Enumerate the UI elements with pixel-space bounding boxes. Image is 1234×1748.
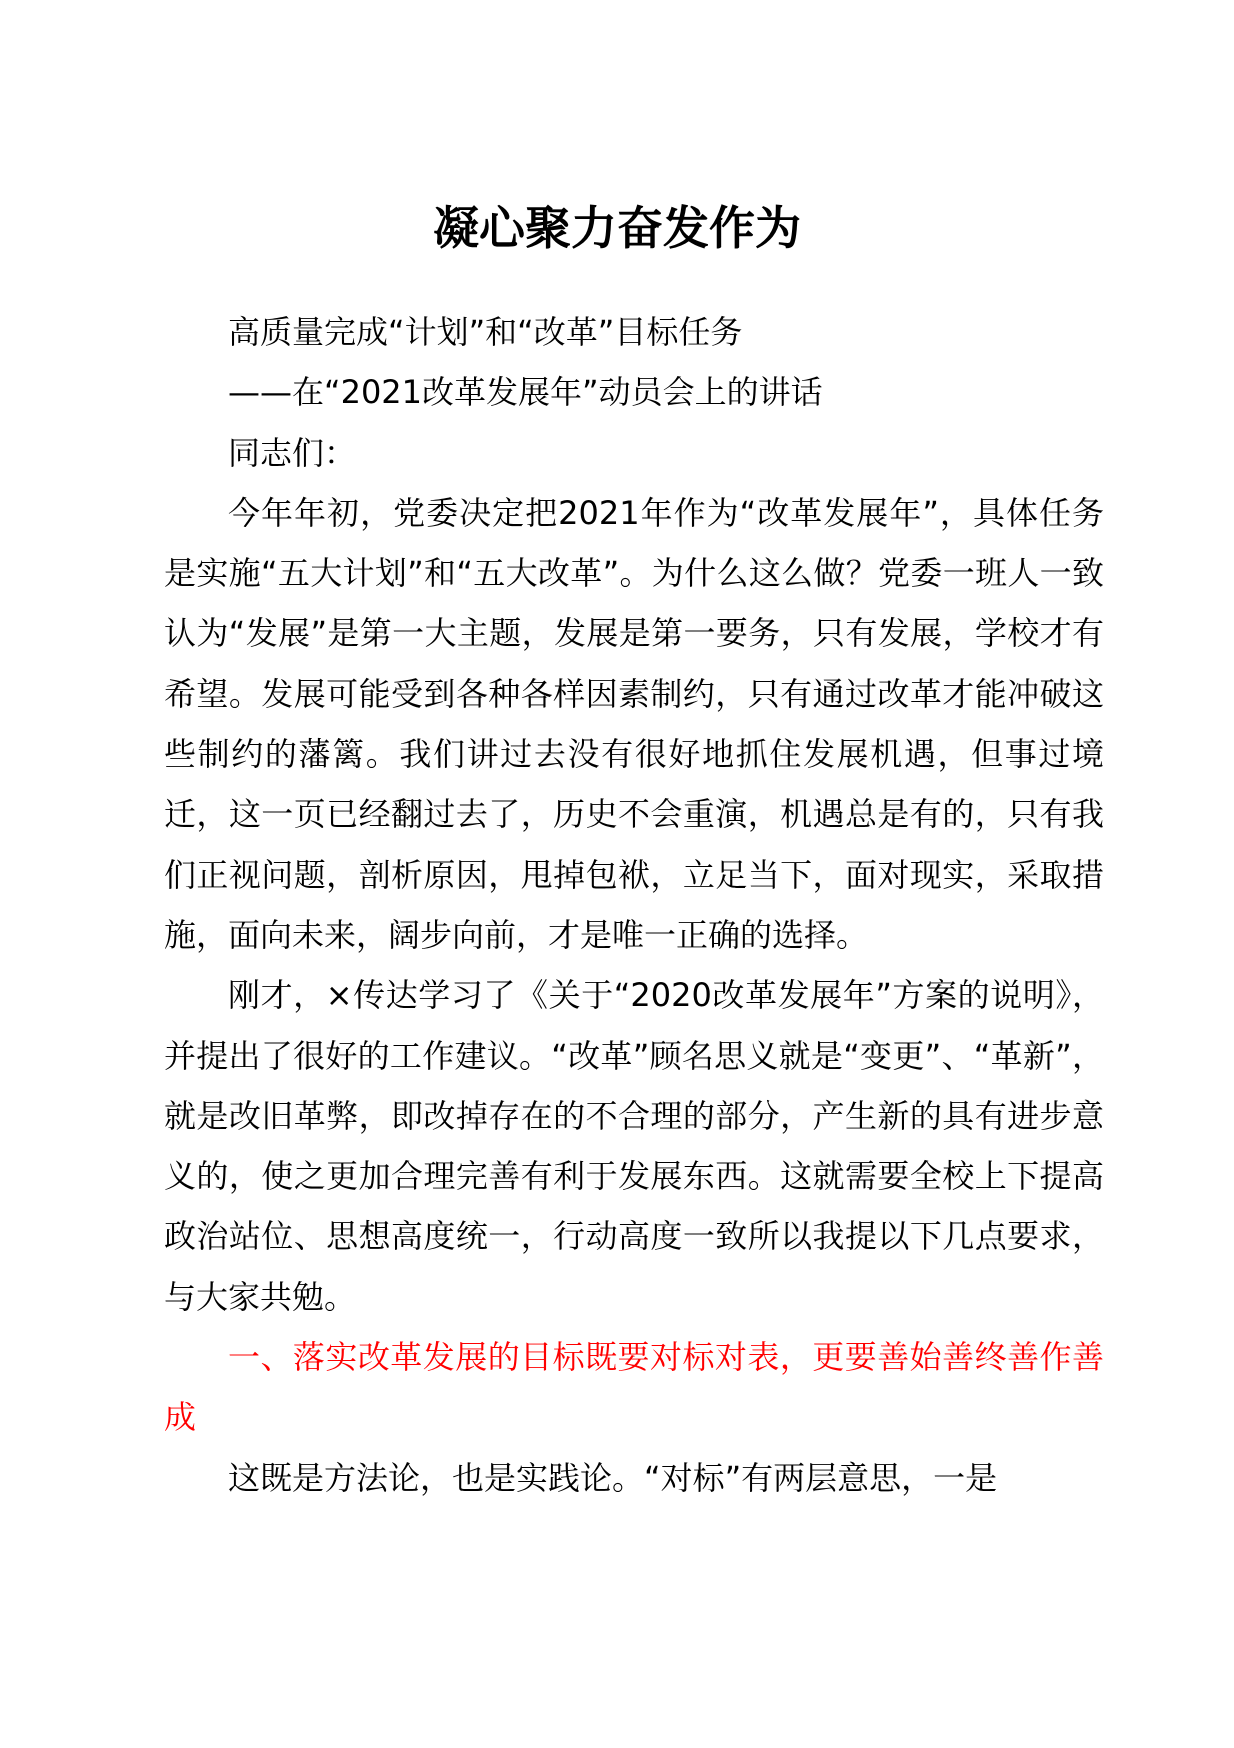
document-body (164, 302, 1104, 1508)
document-byline: ——在“2021改革发展年”动员会上的讲话 (228, 373, 823, 412)
salutation: 同志们： (228, 433, 357, 472)
paragraph-2: 刚才，×传达学习了《关于“2020改革发展年”方案的说明》，并提出了很好的工作建议。“改革”顾名思义就是“变更”、“革新”，就是改旧革弊，即改掉存在的不合理的部分，产生新的具有进步意义的，使之更加合理完善有利于发展东西。这就需要全校上下提高政治站位、思想高度统一，行动高度一致所以我提以下几点要求，与大家共勉。 (164, 976, 1104, 1316)
section-paragraph: 这既是方法论，也是实践论。“对标”有两层意思，一是 (228, 1458, 998, 1497)
document-subtitle: 高质量完成“计划”和“改革”目标任务 (228, 313, 743, 351)
section-heading: 一、落实改革发展的目标既要对标对表，更要善始善终善作善成 (164, 1338, 1104, 1437)
document-title: 凝心聚力奋发作为 (433, 201, 801, 255)
paragraph-1: 今年年初，党委决定把2021年作为“改革发展年”，具体任务是实施“五大计划”和“五大改革”。为什么这么做？党委一班人一致认为“发展”是第一大主题，发展是第一要务，只有发展，学校才有希望。发展可能受到各种各样因素制约，只有通过改革才能冲破这些制约的藩篱。我们讲过去没有很好地抓住发展机遇，但事过境迁，这一页已经翻过去了，历史不会重演，机遇总是有的，只有我们正视问题，剖析原因，甩掉包袱，立足当下，面对现实，采取措施，面向未来，阔步向前，才是唯一正确的选择。 (164, 493, 1104, 954)
